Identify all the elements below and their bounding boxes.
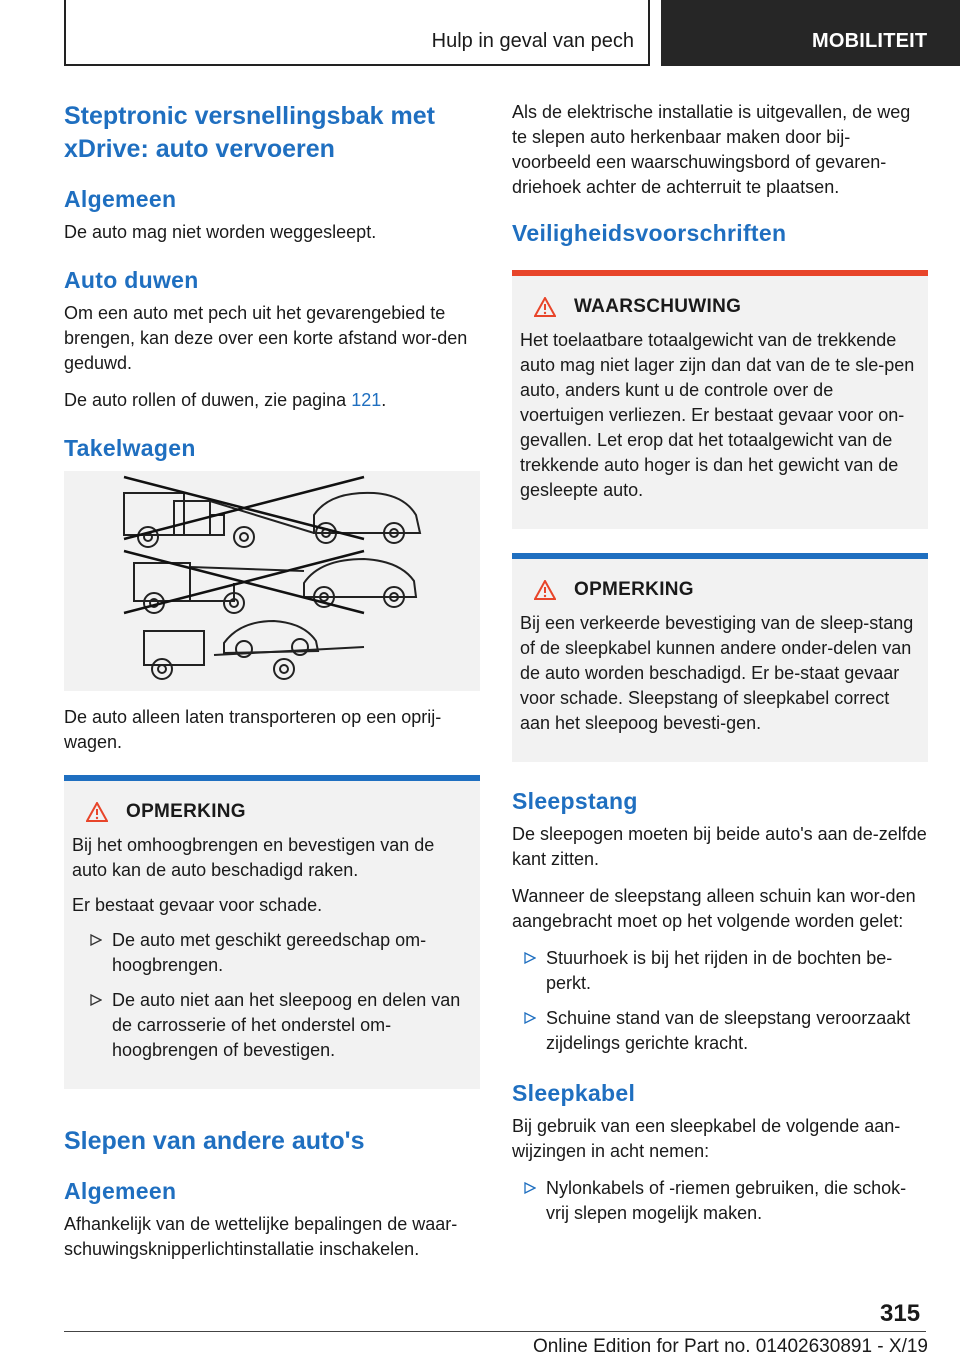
footer-rule xyxy=(64,1331,926,1332)
header-rule xyxy=(65,64,649,66)
heading-takelwagen: Takelwagen xyxy=(64,435,196,461)
note-label: OPMERKING xyxy=(574,579,694,600)
bullet-triangle-icon xyxy=(90,994,102,1006)
slepen-algemeen-text: Afhankelijk van de wettelijke bepalingen de waar-schuwingsknipperlichtinstallatie inschakelen. xyxy=(64,1214,458,1259)
header-right-line xyxy=(648,0,650,66)
auto-duwen-reference xyxy=(64,388,480,413)
warning-triangle-icon xyxy=(534,580,556,600)
heading-sleepkabel: Sleepkabel xyxy=(512,1080,636,1106)
intro-text: Als de elektrische installatie is uitgevallen, de weg te slepen auto herkenbaar maken door bij-voorbeeld een waarschuwingsbord of gevaren-driehoek achter de achterruit te plaatsen. xyxy=(512,102,911,197)
note-box-right xyxy=(512,553,928,762)
section-title-steptronic: Steptronic versnellingsbak met xDrive: auto vervoeren xyxy=(64,102,435,163)
footer-edition: Online Edition for Part no. 01402630891 - X/19 xyxy=(532,1336,928,1357)
towing-illustration xyxy=(64,471,480,691)
note-label: OPMERKING xyxy=(126,801,246,822)
heading-veiligheid: Veiligheidsvoorschriften xyxy=(512,220,787,246)
section-title-slepen: Slepen van andere auto's xyxy=(64,1127,365,1155)
list-item xyxy=(78,988,470,1063)
warning-header xyxy=(520,296,918,318)
note-text: Bij een verkeerde bevestiging van de sleep-stang of de sleepkabel kunnen andere onder-delen van de auto worden beschadigd. Er be-staat gevaar voor schade. Sleepstang of sleepkabel correct aan het sleepoog bevesti-gen. xyxy=(520,613,914,733)
note-text-1: Bij het omhoogbrengen en bevestigen van de auto kan de auto beschadigd raken. xyxy=(72,835,435,880)
list-item xyxy=(512,946,928,996)
reference-end: . xyxy=(381,390,387,410)
heading-sleepstang: Sleepstang xyxy=(512,788,638,814)
bullet-triangle-icon xyxy=(524,952,536,964)
right-column xyxy=(512,100,928,1236)
note-header xyxy=(520,579,918,601)
page-link-121[interactable]: 121 xyxy=(351,390,382,410)
note-header xyxy=(72,801,470,823)
sleepstang-list xyxy=(512,946,928,1056)
heading-auto-duwen: Auto duwen xyxy=(64,267,199,293)
auto-duwen-text: Om een auto met pech uit het gevarengebied te brengen, kan deze over een korte afstand wor-den geduwd. xyxy=(64,303,468,373)
left-column xyxy=(64,100,480,1274)
sleepkabel-list xyxy=(512,1176,928,1226)
warning-text: Het toelaatbare totaalgewicht van de trekkende auto mag niet lager zijn dan dat van de te sle-pen auto, anders kunt u de controle over de voertuigen verliezen. Er bestaat gevaar voor on-gevallen. Let erop dat het totaalgewicht van de trekkende auto hoger is dan het gewicht van de gesleepte auto. xyxy=(520,330,915,500)
header-section-title: Hulp in geval van pech xyxy=(431,30,634,52)
header-left-line xyxy=(64,0,66,66)
reference-text: De auto rollen of duwen, zie pagina xyxy=(64,390,347,410)
bullet-triangle-icon xyxy=(90,934,102,946)
takelwagen-text: De auto alleen laten transporteren op een oprij-wagen. xyxy=(64,707,442,752)
list-item xyxy=(78,928,470,978)
list-item-text: De auto niet aan het sleepoog en delen van de carrosserie of het onderstel om-hoogbrengen of bevestigen. xyxy=(112,990,461,1060)
list-item xyxy=(512,1176,928,1226)
heading-algemeen: Algemeen xyxy=(64,186,177,212)
sleepstang-text-2: Wanneer de sleepstang alleen schuin kan wor-den aangebracht moet op het volgende worden gelet: xyxy=(512,886,916,931)
warning-triangle-icon xyxy=(534,297,556,317)
tow-truck-diagram xyxy=(64,471,480,691)
warning-label: WAARSCHUWING xyxy=(574,296,742,317)
header-chapter-tab xyxy=(661,0,960,66)
list-item-text: De auto met geschikt gereedschap om-hoogbrengen. xyxy=(112,930,427,975)
bullet-triangle-icon xyxy=(524,1182,536,1194)
list-item xyxy=(512,1006,928,1056)
list-item-text: Schuine stand van de sleepstang veroorzaakt zijdelings gerichte kracht. xyxy=(546,1008,911,1053)
note-bullet-list xyxy=(72,928,470,1063)
list-item-text: Nylonkabels of -riemen gebruiken, die schok-vrij slepen mogelijk maken. xyxy=(546,1178,907,1223)
bullet-triangle-icon xyxy=(524,1012,536,1024)
list-item-text: Stuurhoek is bij het rijden in de bochten be-perkt. xyxy=(546,948,893,993)
sleepkabel-text: Bij gebruik van een sleepkabel de volgende aan-wijzingen in acht nemen: xyxy=(512,1116,901,1161)
note-box-left xyxy=(64,775,480,1089)
algemeen-text: De auto mag niet worden weggesleept. xyxy=(64,222,377,242)
sleepstang-text-1: De sleepogen moeten bij beide auto's aan de-zelfde kant zitten. xyxy=(512,824,927,869)
note-text-2: Er bestaat gevaar voor schade. xyxy=(72,895,323,915)
warning-triangle-icon xyxy=(86,802,108,822)
warning-box xyxy=(512,270,928,529)
heading-algemeen-2: Algemeen xyxy=(64,1178,177,1204)
header-chapter-label: MOBILITEIT xyxy=(812,30,928,52)
page-number: 315 xyxy=(880,1300,921,1327)
